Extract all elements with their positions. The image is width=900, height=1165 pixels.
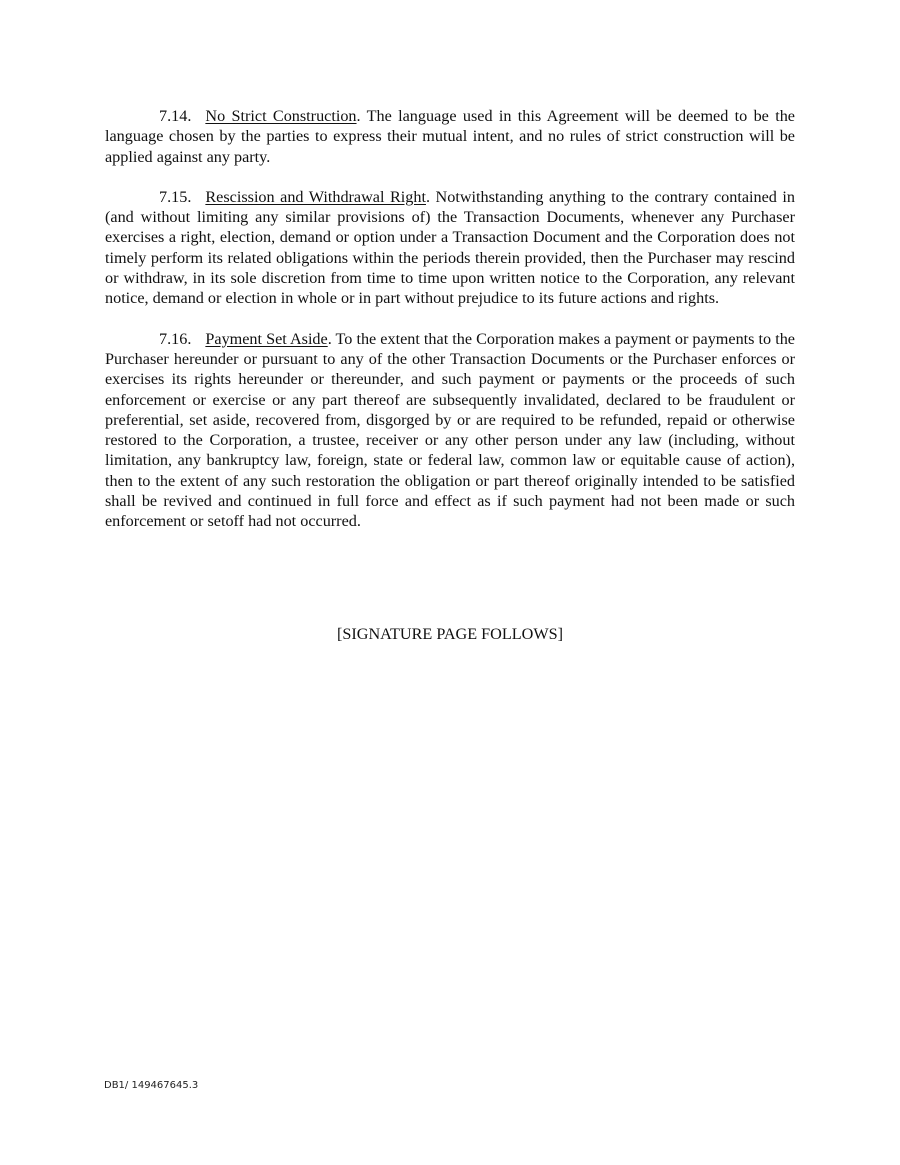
section-heading: Payment Set Aside xyxy=(205,329,328,348)
section-heading: Rescission and Withdrawal Right xyxy=(205,187,426,206)
section-text: . To the extent that the Corporation makes a payment or payments to the Purchaser hereunder or pursuant to any of the other Transaction Documents or the Purchaser enforces or exercises its rights hereunder or thereunder, and such payment or payments or the proceeds of such enforcement or exercise or any part thereof are subsequently invalidated, declared to be fraudulent or preferential, set aside, recovered from, disgorged by or are required to be refunded, repaid or otherwise restored to the Corporation, a trustee, receiver or any other person under any law (including, without limitation, any bankruptcy law, foreign, state or federal law, common law or equitable cause of action), then to the extent of any such restoration the obligation or part thereof originally intended to be satisfied shall be revived and continued in full force and effect as if such payment had not been made or such enforcement or setoff had not occurred. xyxy=(105,329,795,531)
section-number: 7.14. xyxy=(159,107,192,125)
section-7-16 xyxy=(105,329,795,532)
signature-page-notice: [SIGNATURE PAGE FOLLOWS] xyxy=(336,625,564,643)
document-body xyxy=(105,106,795,552)
section-text: . The language used in this Agreement will be deemed to be the language chosen by the parties to express their mutual intent, and no rules of strict construction will be applied against any party. xyxy=(105,107,795,166)
footer-document-id: DB1/ 149467645.3 xyxy=(104,1080,199,1091)
section-text: . Notwithstanding anything to the contrary contained in (and without limiting any similar provisions of) the Transaction Documents, whenever any Purchaser exercises a right, election, demand or option under a Transaction Document and the Corporation does not timely perform its related obligations within the periods therein provided, then the Purchaser may rescind or withdraw, in its sole discretion from time to time upon written notice to the Corporation, any relevant notice, demand or election in whole or in part without prejudice to its future actions and rights. xyxy=(105,187,795,308)
section-number: 7.15. xyxy=(159,187,192,206)
section-7-15 xyxy=(105,187,795,309)
section-7-14 xyxy=(105,106,795,167)
section-number: 7.16. xyxy=(159,329,192,348)
section-heading: No Strict Construction xyxy=(205,107,357,125)
